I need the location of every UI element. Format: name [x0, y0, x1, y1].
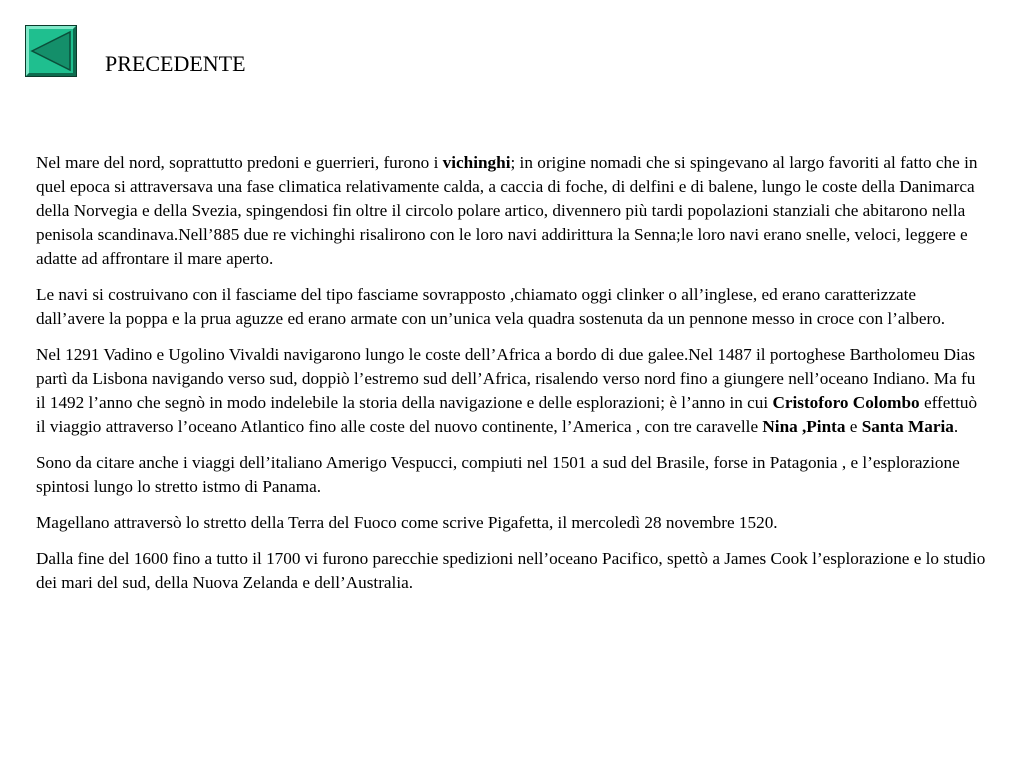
paragraph — [36, 343, 986, 439]
back-arrow-icon — [25, 25, 77, 77]
bold-text: Cristoforo Colombo — [772, 393, 920, 412]
text-run: ; in origine nomadi che si spingevano al largo favoriti al fatto che in quel epoca si attraversava una fase climatica relativamente calda, a caccia di foche, di delfini e di balene, lungo le coste della Danimarca della Norvegia e della Svezia, spingendosi fin oltre il circolo polare artico, divennero più tardi popolazioni stanziali che abitarono nella penisola scandinava.Nell’885 due re vichinghi risalirono con le loro navi addirittura la Senna;le loro navi erano snelle, veloci, leggere e adatte ad affrontare il mare aperto. — [36, 153, 978, 268]
text-run: Magellano attraversò lo stretto della Terra del Fuoco come scrive Pigafetta, il mercoledì 28 novembre 1520. — [36, 513, 778, 532]
text-run: Sono da citare anche i viaggi dell’italiano Amerigo Vespucci, compiuti nel 1501 a sud del Brasile, forse in Patagonia , e l’esplorazione spintosi lungo lo stretto istmo di Panama. — [36, 453, 960, 496]
paragraph — [36, 547, 986, 595]
body-text — [36, 151, 986, 607]
text-run: e — [845, 417, 862, 436]
text-run: . — [953, 417, 959, 436]
paragraph — [36, 283, 986, 331]
bold-text: vichinghi — [442, 153, 511, 172]
paragraph — [36, 511, 986, 535]
text-run: Nel 1291 Vadino e Ugolino Vivaldi navigarono lungo le coste dell’Africa a bordo di due galee.Nel 1487 il portoghese Bartholomeu Dias partì da Lisbona navigando verso sud, doppiò l’estremo sud dell’Africa, risalendo verso nord fino a giungere nell’oceano Indiano. Ma fu il 1492 l’anno che segnò in modo indelebile la storia della navigazione e delle esplorazioni; è l’anno in cui — [36, 345, 976, 412]
bold-text: Santa Maria — [861, 417, 954, 436]
text-run: Nel mare del nord, soprattutto predoni e guerrieri, furono i — [36, 153, 443, 172]
text-run: Le navi si costruivano con il fasciame del tipo fasciame sovrapposto ,chiamato oggi clinker o all’inglese, ed erano caratterizzate dall’avere la poppa e la prua aguzze ed erano armate con un’unica vela quadra sostenuta da un pennone messo in croce con l’albero. — [36, 285, 946, 328]
paragraph — [36, 451, 986, 499]
text-run: effettuò il viaggio attraverso l’oceano Atlantico fino alle coste del nuovo continente, l’America , con tre caravelle — [36, 393, 978, 436]
bold-text: Nina ,Pinta — [762, 417, 846, 436]
paragraph — [36, 151, 986, 271]
text-run: Dalla fine del 1600 fino a tutto il 1700 vi furono parecchie spedizioni nell’oceano Pacifico, spettò a James Cook l’esplorazione e lo studio dei mari del sud, della Nuova Zelanda e dell’Australia. — [36, 549, 986, 592]
previous-button[interactable] — [25, 25, 77, 77]
previous-label[interactable]: PRECEDENTE — [105, 51, 246, 76]
